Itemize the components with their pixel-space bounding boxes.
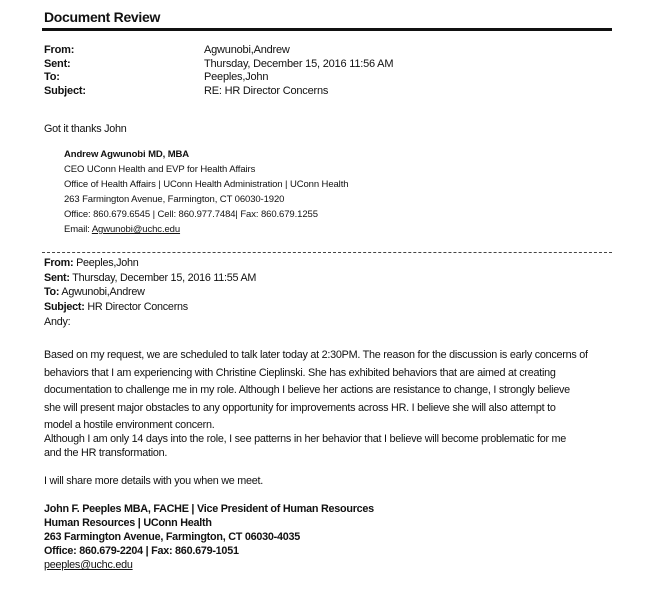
email-link[interactable]: Agwunobi@uchc.edu (91, 224, 181, 235)
original-from: From: Peeples,John (44, 257, 139, 269)
original-to: To: Agwunobi,Andrew (44, 286, 145, 298)
signature-line: John F. Peeples MBA, FACHE | Vice President of Human Resources (44, 503, 374, 515)
paragraph-line: and the HR transformation. (44, 447, 168, 459)
greeting: Andy: (44, 316, 71, 328)
email-link[interactable]: peeples@uchc.edu (44, 559, 133, 571)
signature-line: Office of Health Affairs | UConn Health Administration | UConn Health (64, 179, 349, 190)
signature-line: Office: 860.679.6545 | Cell: 860.977.7484| Fax: 860.679.1255 (64, 209, 318, 220)
signature-line: Office: 860.679-2204 | Fax: 860.679-1051 (44, 545, 239, 557)
signature-line: 263 Farmington Avenue, Farmington, CT 06030-1920 (64, 194, 285, 205)
paragraph-line: model a hostile environment concern. (44, 419, 215, 431)
paragraph-3: I will share more details with you when we meet. (44, 475, 264, 487)
paragraph-line: Based on my request, we are scheduled to talk later today at 2:30PM. The reason for the discussion is early concerns of (44, 349, 588, 361)
paragraph-line: Although I am only 14 days into the role, I see patterns in her behavior that I believe will become problematic for me (44, 433, 567, 445)
signature-name: Andrew Agwunobi MD, MBA (64, 149, 190, 160)
reply-body: Got it thanks John (44, 123, 127, 135)
original-sent: Sent: Thursday, December 15, 2016 11:55 AM (44, 271, 257, 284)
title-rule (42, 28, 612, 31)
signature-line: Human Resources | UConn Health (44, 517, 212, 529)
signature-email-line: Email: Agwunobi@uchc.edu (64, 224, 181, 235)
page-title: Document Review (44, 9, 161, 25)
original-subject: Subject: HR Director Concerns (44, 300, 188, 313)
signature-line: CEO UConn Health and EVP for Health Affairs (64, 164, 256, 175)
paragraph-line: behaviors that I am experiencing with Christine Cieplinski. She has exhibited behaviors that are aimed at creating (44, 366, 556, 379)
paragraph-line: documentation to challenge me in my role. Although I believe her actions are resistance to change, I strongly believe (44, 384, 570, 396)
signature-line: 263 Farmington Avenue, Farmington, CT 06030-4035 (44, 531, 300, 543)
message-separator (42, 252, 612, 253)
paragraph-line: she will present major obstacles to any opportunity for improvements across HR. I believe she will also attempt to (44, 401, 556, 414)
